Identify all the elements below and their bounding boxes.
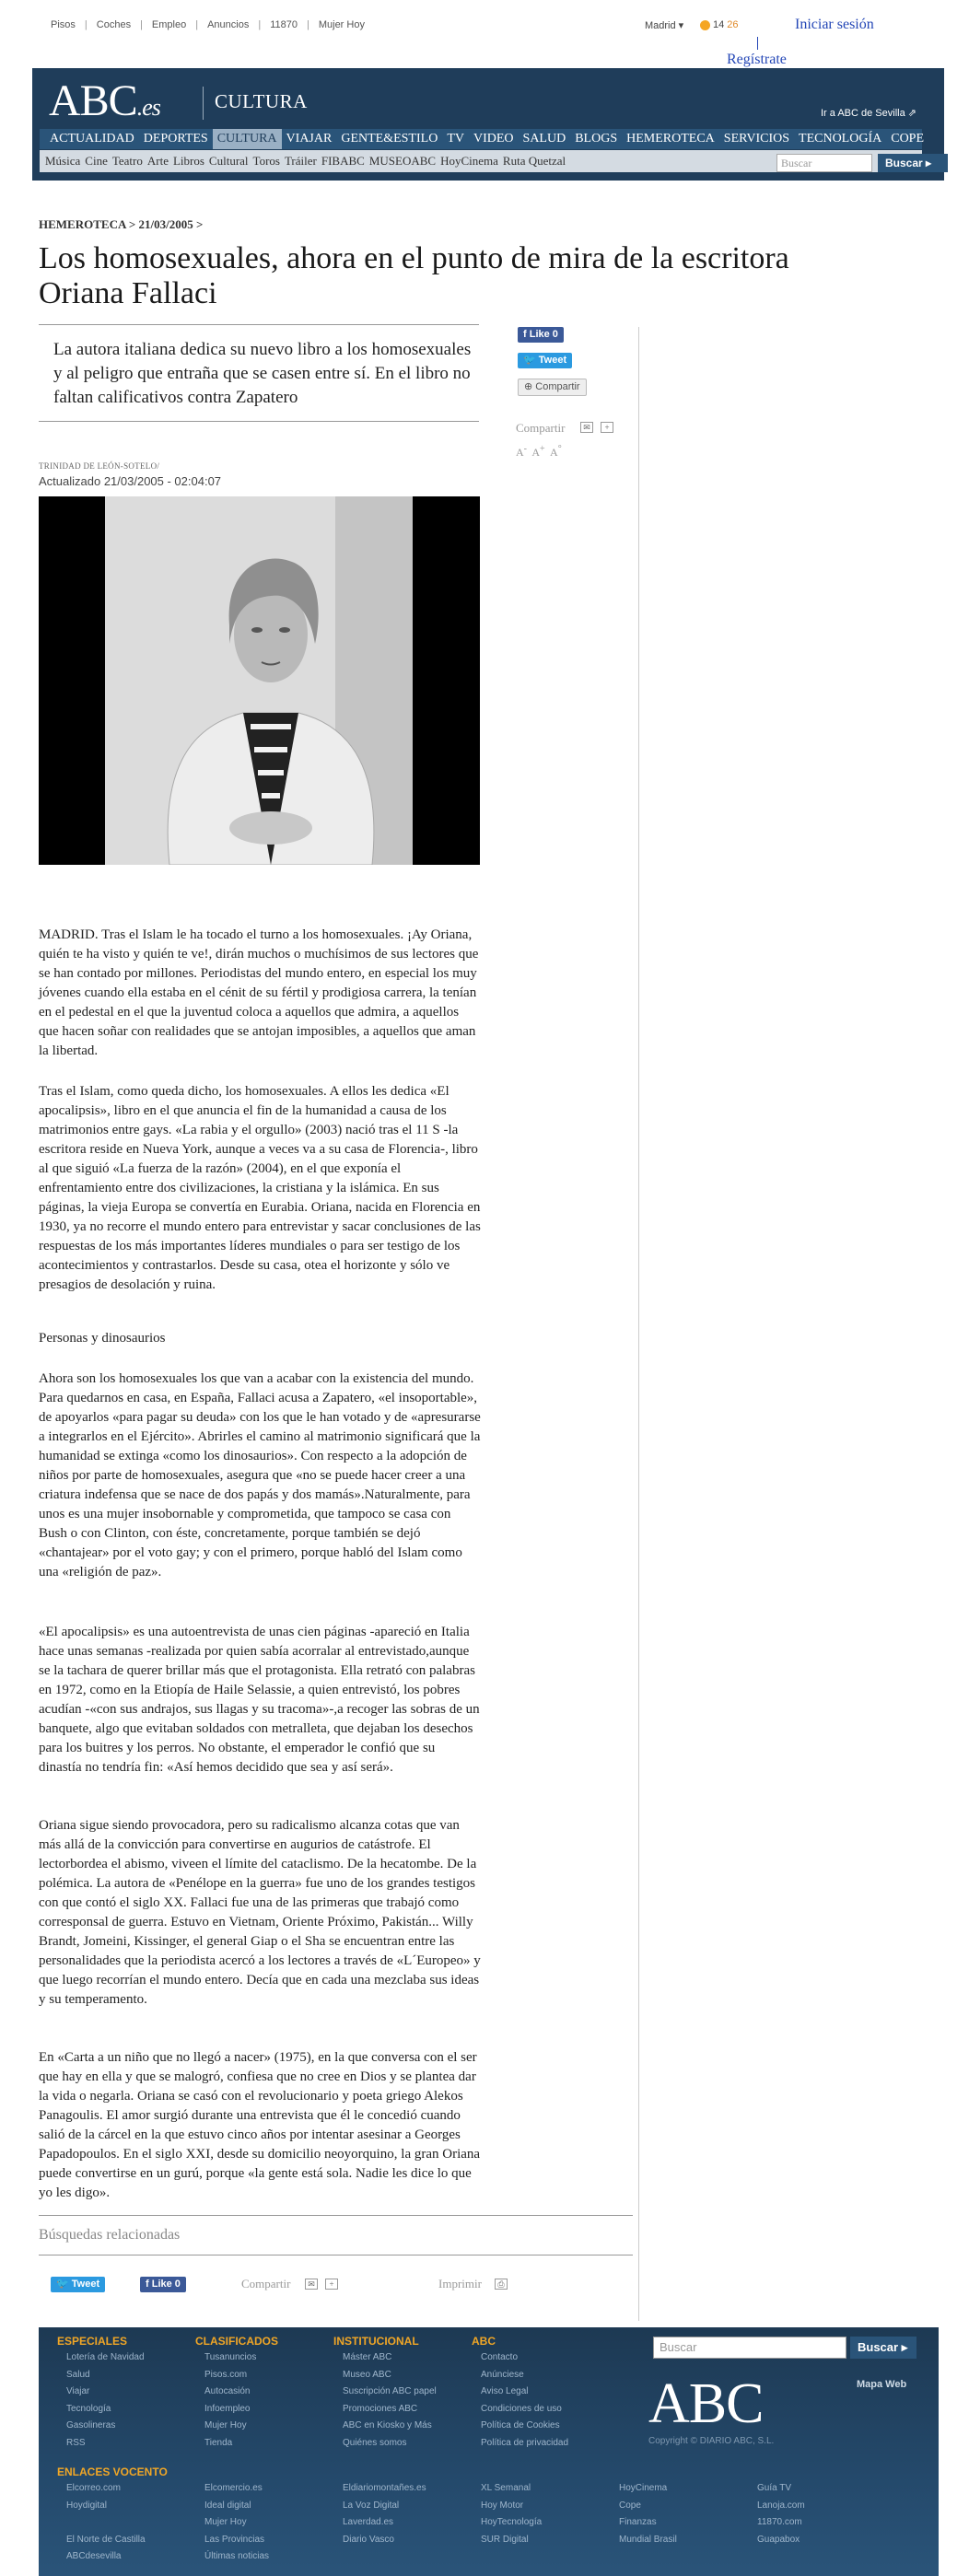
tweet-button[interactable] [518,353,572,368]
footer-link[interactable]: Infoempleo [204,2403,251,2414]
article-title: Los homosexuales, ahora en el punto de mira de la escritora Oriana Fallaci [39,241,789,310]
breadcrumb[interactable]: HEMEROTECA > 21/03/2005 > [39,217,204,231]
footer-link[interactable]: Aviso Legal [481,2386,529,2396]
footer-link[interactable]: Tecnología [66,2403,111,2414]
subnav-trailer[interactable]: Tráiler [284,154,317,168]
footer-link[interactable]: ABC en Kiosko y Más [343,2420,432,2430]
register-link[interactable]: Regístrate [727,52,787,67]
vocento-link[interactable]: Laverdad.es [343,2517,394,2527]
vocento-link[interactable]: HoyCinema [619,2483,668,2493]
plus-icon[interactable]: + [325,2279,338,2290]
nav-cope[interactable]: COPE [891,132,925,146]
footer-link[interactable]: Viajar [66,2386,90,2396]
nav-video[interactable]: VIDEO [473,132,514,146]
divider [203,87,204,120]
site-map-link[interactable]: Mapa Web [857,2379,907,2390]
sun-icon [700,20,710,30]
main-nav [40,129,925,149]
nav-cultura[interactable]: CULTURA [213,129,282,149]
subnav-cine[interactable]: Cine [85,154,108,168]
print-label[interactable]: Imprimir [438,2277,482,2290]
footer-search-button[interactable]: Buscar ▸ [850,2337,916,2359]
subnav-teatro[interactable]: Teatro [111,154,143,168]
subnav-hoycinema[interactable]: HoyCinema [440,154,498,168]
section-title: CULTURA [215,90,308,112]
footer-link[interactable]: Tusanuncios [204,2352,257,2362]
article-photo[interactable] [39,496,480,865]
util-link-coches[interactable]: Coches [96,19,132,30]
footer-link[interactable]: Quiénes somos [343,2437,407,2448]
footer-list-abc [481,2349,568,2452]
footer-link[interactable]: Anúnciese [481,2369,524,2380]
header-search-button[interactable]: Buscar ▸ [878,154,948,172]
subnav-toros[interactable]: Toros [252,154,280,168]
bottom-tweet-button[interactable] [51,2277,105,2292]
paragraph-3: Ahora son los homosexuales los que van a acabar con la existencia del mundo. Para quedarnos en casa, en España, Fallaci acusa a Zapatero, «el insoportable», de apoyarlos «para pagar su deuda» con los que le han votado y de «apresurarse a integrarlos en el Ejército». Abrirles el camino al matrimonio significará que la humanidad se extinga «como los dinosaurios». Con respecto a la adopción de niños por parte de homosexuales, asegura que «no se puede hacer creer a una criatura indefensa que se nace de dos papás y dos mamás».Naturalmente, para unos es una mujer insobornable y comprometida, que tampoco se casa con Bush o con Clinton, con éste, concretamente, porque también se dejó «chantajear» por el voto gay; y con el primero, porque habló del Islam como una «religión de paz». [39,1371,481,1579]
related-searches[interactable]: Búsquedas relacionadas [39,2215,633,2255]
vocento-link[interactable]: Hoydigital [66,2500,107,2511]
footer-search-input[interactable]: Buscar [653,2337,846,2359]
column-divider [638,327,639,2321]
article-author: TRINIDAD DE LEÓN-SOTELO/ [39,461,160,471]
vocento-link[interactable]: Guapabox [757,2534,800,2545]
footer-link[interactable]: Autocasión [204,2386,251,2396]
subnav-museoabc[interactable]: MUSEOABC [368,154,437,168]
paragraph-6: En «Carta a un niño que no llegó a nacer» (1975), en la que conversa con el ser que hay en ella y que se malogró, confiesa que no cree en Dios y se plantea dar la vida o negarla. Oriana se casó con el revolucionario y poeta griego Alekos Panagoulis. El amor surgió durante una entrevista que él le concedió cuando salió de la cárcel en la que estuvo cinco años por intentar asesinar a Georges Papadopoulos. En el siglo XXI, desde su domicilio neoyorquino, la gran Oriana puede convertirse en un gurú, porque «la gente está sola. Nadie les dice lo que yo les digo». [39,2050,481,2200]
tweet-label: Tweet [538,355,567,366]
vocento-link[interactable]: Elcomercio.es [204,2483,263,2493]
vocento-link[interactable]: Lanoja.com [757,2500,805,2511]
vocento-col-6 [757,2480,805,2548]
email-icon[interactable]: ✉ [305,2279,318,2290]
util-link-empleo[interactable]: Empleo [151,19,187,30]
footer-link[interactable]: Museo ABC [343,2369,391,2380]
vocento-link[interactable]: Mundial Brasil [619,2534,677,2545]
nav-viajar[interactable]: VIAJAR [286,132,333,146]
separator: | [140,19,143,30]
vocento-link[interactable]: Últimas noticias [204,2551,270,2561]
footer-copyright: Copyright © DIARIO ABC, S.L. [648,2436,775,2446]
nav-salud[interactable]: SALUD [522,132,566,146]
site-footer [39,2327,939,2576]
vocento-link[interactable]: SUR Digital [481,2534,529,2545]
nav-hemeroteca[interactable]: HEMEROTECA [626,132,715,146]
vocento-col-1 [66,2480,146,2566]
article-updated: Actualizado 21/03/2005 - 02:04:07 [39,474,222,488]
text-size-icon[interactable]: A- A+ A° [516,444,562,459]
nav-servicios[interactable]: SERVICIOS [723,132,790,146]
edition-link[interactable] [821,107,916,119]
separator: | [195,19,199,30]
vocento-link[interactable]: Eldiariomontañes.es [343,2483,426,2493]
footer-link[interactable]: Mujer Hoy [204,2420,247,2430]
footer-link[interactable]: Lotería de Navidad [66,2352,145,2362]
nav-deportes[interactable]: DEPORTES [143,132,208,146]
subnav-fibabc[interactable]: FIBABC [321,154,365,168]
vocento-link[interactable]: ABCdesevilla [66,2551,122,2561]
nav-tv[interactable]: TV [447,132,464,146]
util-link-11870[interactable]: 11870 [270,19,298,30]
util-link-pisos[interactable]: Pisos [51,19,76,30]
vocento-link[interactable]: HoyTecnología [481,2517,543,2527]
like-button[interactable] [518,327,564,343]
subnav-cultural[interactable]: Cultural [208,154,249,168]
abc-logo[interactable] [49,76,160,126]
subnav-libros[interactable]: Libros [172,154,204,168]
header-search-input[interactable]: Buscar [776,154,872,172]
login-link[interactable]: Iniciar sesión [795,17,874,32]
weather-widget [700,19,739,30]
utility-bar [0,0,969,68]
vocento-link[interactable]: Ideal digital [204,2500,251,2511]
logo-text: ABC [49,76,137,125]
footer-heading-vocento: ENLACES VOCENTO [57,2465,168,2478]
vocento-link[interactable]: La Voz Digital [343,2500,400,2511]
twitter-icon: 🐦 [523,355,539,366]
email-icon[interactable]: ✉ [580,422,593,433]
facebook-icon: f [146,2279,152,2290]
separator: | [258,19,262,30]
vocento-link[interactable]: Guía TV [757,2483,792,2493]
vocento-col-4 [481,2480,542,2548]
footer-link[interactable]: Pisos.com [204,2369,248,2380]
footer-list-institucional [343,2349,437,2452]
footer-link[interactable]: Tienda [204,2437,233,2448]
photo-content [105,496,413,865]
nav-actualidad[interactable]: ACTUALIDAD [50,132,134,146]
plus-icon[interactable]: + [601,422,613,433]
like-label: Like 0 [151,2279,181,2290]
vocento-col-3 [343,2480,426,2548]
vocento-link[interactable]: XL Semanal [481,2483,531,2493]
util-link-anuncios[interactable]: Anuncios [207,19,250,30]
vocento-link[interactable]: Cope [619,2500,641,2511]
footer-heading-institucional: INSTITUCIONAL [333,2335,419,2348]
footer-link[interactable]: Política de privacidad [481,2437,569,2448]
separator: | [84,19,88,30]
logo-suffix: .es [136,94,160,121]
vocento-link[interactable]: Hoy Motor [481,2500,524,2511]
vocento-link[interactable]: Las Provincias [204,2534,265,2545]
footer-link[interactable]: Política de Cookies [481,2420,560,2430]
bottom-like-button[interactable] [140,2277,186,2292]
vocento-link[interactable]: El Norte de Castilla [66,2534,146,2545]
footer-link[interactable]: Condiciones de uso [481,2403,562,2414]
article-lead: La autora italiana dedica su nuevo libro a los homosexuales y al peligro que entraña que se casen entre sí. En el libro no faltan calificativos contra Zapatero [39,324,479,422]
temp-high: 26 [727,19,739,30]
vocento-col-2 [204,2480,269,2566]
city-selector[interactable]: Madrid ▾ [645,20,684,31]
article-subheading: Personas y dinosaurios [39,1331,166,1346]
footer-link[interactable]: Máster ABC [343,2352,392,2362]
subnav-musica[interactable]: Música [45,154,81,168]
share-button-label: Compartir [535,381,580,392]
share-label[interactable]: Compartir [516,421,566,435]
paragraph-1: MADRID. Tras el Islam le ha tocado el turno a los homosexuales. ¡Ay Oriana, quién te ha visto y quién te ve!, dirán muchos o muchísimos de sus lectores que se han contado por millones. Periodistas del mundo entero, en especial los muy jóvenes cuando ella estaba en el cénit de su fértil y prodigiosa carrera, la tenían en el pedestal en el que la juventud coloca a aquellos que admira, a aquellos que hacen soñar con realidades que se antojan imposibles, a aquellos que aman la libertad. [39,927,479,1058]
vocento-link[interactable]: Elcorreo.com [66,2483,121,2493]
vocento-spacer [66,2514,146,2532]
edition-link-label: Ir a ABC de Sevilla [821,108,905,119]
print-icon[interactable]: ⎙ [495,2279,508,2290]
subnav-arte[interactable]: Arte [146,154,169,168]
footer-list-clasificados [204,2349,256,2452]
paragraph-4: «El apocalipsis» es una autoentrevista de unas cien páginas -apareció en Italia hace unas semanas -realizada por quien sabía acorralar al entrevistado,aunque se la tachara de querer brillar más que el protagonista. Ella retrató con palabras en 1972, como en la Etiopía de Haile Selassie, a quien entrevistó, los pobres acudían -«con sus andrajos, sus llagas y su tracoma»-,a recoger las sobras de un banquete, algo que evitaban soldados con metralleta, que dejaban los desechos para los buitres y los perros. No obstante, el emperador le confió que su dinastía no tendría fin: «Así hemos decidido que sea y así será». [39,1625,480,1775]
footer-heading-especiales: ESPECIALES [57,2335,128,2348]
util-link-mujer-hoy[interactable]: Mujer Hoy [318,19,365,30]
paragraph-5: Oriana sigue siendo provocadora, pero su radicalismo alcanza cotas que van más allá de la convicción para convertirse en augurios de catástrofe. El lectorbordea el abismo, viveen el límite del cataclismo. De la hecatombe. De la polémica. La autora de «Penélope en la guerra» fue uno de los grandes testigos con que contó el siglo XX. Fallaci fue una de las primeras que trabajó como corresponsal de guerra. Estuvo en Vietnam, Oriente Próximo, Pakistán... Willy Brandt, Jomeini, Kissinger, el general Giap o el Sha se encuentran entre las personalidades que la periodista acercó a los lectores a través de «L´Europeo» y que luego recorrían el mundo entero. Decía que en cada una mezclaba sus ideas y su temperamento. [39,1818,481,2007]
paragraph-2: Tras el Islam, como queda dicho, los homosexuales. A ellos les dedica «El apocalipsis», libro en el que anuncia el fin de la humanidad a causa de los matrimonios entre gays. «La rabia y el orgullo» (2003) nació tras el 11 S -la escritora reside en Nueva York, aunque a veces va a su casa de Florencia-, libro al que siguió «La fuerza de la razón» (2004), en el que exponía el enfrentamiento entre dos civilizaciones, la cristiana y la islámica. En sus páginas, la vieja Europa se convertía en Eurabia. Oriana, nacida en Florencia en 1930, ya no recorre el mundo entero para entrevistar y sacar conclusiones de las respuestas de los más importantes líderes mundiales o para ser testigo de los acontecimientos y contrastarlos. Desde su casa, otea el horizonte y sólo ve presagios de desolación y ruina. [39,1084,481,1292]
utility-links [51,19,365,30]
temp-low: 14 [713,19,725,30]
vocento-link[interactable]: 11870.com [757,2517,802,2527]
footer-link[interactable]: Salud [66,2369,90,2380]
facebook-icon: f [523,329,530,340]
external-link-icon: ⇗ [907,108,916,119]
separator: | [306,19,309,30]
vocento-link[interactable]: Diario Vasco [343,2534,394,2545]
twitter-icon: 🐦 [56,2279,72,2290]
tweet-label: Tweet [71,2279,100,2290]
nav-blogs[interactable]: BLOGS [575,132,618,146]
vocento-col-5 [619,2480,677,2548]
footer-logo[interactable]: ABC [648,2372,764,2435]
site-header [32,68,944,181]
footer-link[interactable]: Promociones ABC [343,2403,418,2414]
footer-link[interactable]: Suscripción ABC papel [343,2386,437,2396]
vocento-link[interactable]: Mujer Hoy [204,2517,247,2527]
footer-link[interactable]: Gasolineras [66,2420,116,2430]
footer-link[interactable]: RSS [66,2437,86,2448]
footer-link[interactable]: Contacto [481,2352,519,2362]
footer-heading-abc: ABC [472,2335,496,2348]
footer-heading-clasificados: CLASIFICADOS [195,2335,278,2348]
divider [757,37,758,50]
nav-tecnologia[interactable]: TECNOLOGÍA [799,132,882,146]
vocento-link[interactable]: Finanzas [619,2517,657,2527]
subnav-ruta-quetzal[interactable]: Ruta Quetzal [502,154,566,168]
nav-gente-estilo[interactable]: GENTE&ESTILO [341,132,438,146]
share-icon: ⊕ [524,381,536,392]
footer-list-especiales [66,2349,145,2452]
bottom-share-label[interactable]: Compartir [241,2277,291,2290]
like-label: Like 0 [529,329,558,340]
portrait-illustration [105,496,413,865]
share-button[interactable] [518,379,587,396]
